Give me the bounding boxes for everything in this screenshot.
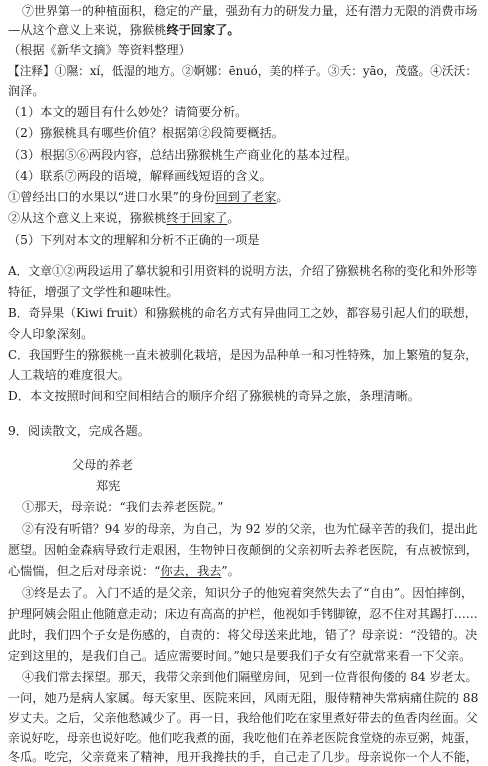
essay-paragraph-3-line-2: 护理阿姨会阻止他随意走动；床边有高高的护栏，他视如手铐脚镣，忍不住对其踢打…… (8, 607, 478, 621)
underlined-phrase: 回到了老家 (215, 190, 277, 204)
option-a-line-2: 特征，增强了文学性和趣味性。 (8, 285, 179, 299)
essay-paragraph-2-line-1: ②有没有听错？94 岁的母亲，为自己，为 92 岁的父亲，也为忙碌辛苦的我们，提出此 (22, 522, 478, 536)
paragraph-7-line-2: —从这个意义上来说，猕猴桃终于回家了。 (8, 23, 240, 37)
question-2: （2）猕猴桃具有哪些价值？根据第②段简要概括。 (8, 126, 284, 140)
question-4-item-2: ②从这个意义上来说，猕猴桃终于回家了。 (8, 211, 240, 225)
option-a-line-1: A．文章①②两段运用了摹状貌和引用资料的说明方法，介绍了猕猴桃名称的变化和外形等 (8, 264, 478, 278)
question-5: （5）下列对本文的理解和分析不正确的一项是 (8, 233, 260, 247)
essay-paragraph-3-line-3: 此时，我们四个子女是伤感的，自责的：将父母送来此地，错了？母亲说：“没错的。决 (8, 628, 478, 642)
question-4-item-1: ①曾经出口的水果以“进口水果”的身份回到了老家。 (8, 190, 289, 204)
essay-paragraph-2-line-3: 心惴惴，但之后对母亲说：“你去，我去”。 (8, 564, 240, 578)
essay-paragraph-4-line-2: 一问，她乃是病人家属。每天家里、医院来回，风雨无阻，服侍精神失常病痛住院的 88 (8, 691, 479, 705)
option-c-line-2: 人工栽培的难度很大。 (8, 368, 130, 382)
essay-paragraph-4-line-4: 亲说好吃，母亲也说好吃。他们吃我煮的面，我吃他们在养老医院食堂烧的赤豆粥，炖蛋， (8, 731, 477, 745)
underlined-phrase: 你去，我去 (160, 564, 222, 578)
question-4: （4）联系⑦两段的语境，解释画线短语的含义。 (8, 169, 272, 183)
question-3: （3）根据⑤⑥两段内容，总结出猕猴桃生产商业化的基本过程。 (8, 148, 358, 162)
essay-paragraph-3-line-1: ③终是去了。入门不适的是父亲，知识分子的他宛着突然失去了“自由”。因怕摔倒， (22, 586, 474, 600)
essay-paragraph-1: ①那天，母亲说：“我们去养老医院。” (22, 500, 224, 514)
question-1: （1）本文的题目有什么妙处？请简要分析。 (8, 105, 248, 119)
option-b-line-1: B．奇异果（Kiwi fruit）和猕猴桃的命名方式有异曲同工之妙，都容易引起人们的联想， (8, 306, 477, 320)
source-note: （根据《新华文摘》等资料整理） (8, 43, 191, 57)
question-9-heading: 9．阅读散文，完成各题。 (8, 424, 150, 438)
essay-paragraph-3-line-4: 定到这里的，是我们自己。适应需要时间。”她只是要我们子女有空就常来看一下父亲。 (8, 649, 472, 663)
essay-paragraph-2-line-2: 愿望。因帕金森病导致行走艰困，生物钟日夜颠倒的父亲初听去养老医院，有点被惊到， (8, 543, 478, 557)
annotation-line-1: 【注释】①隰：xí，低湿的地方。②婀娜：ēnuó，美的样子。③夭：yāo，茂盛。④沃沃： (8, 64, 478, 78)
annotation-line-2: 润泽。 (8, 84, 45, 98)
essay-author: 郑宪 (96, 479, 121, 493)
essay-paragraph-4-line-3: 岁丈夫。之后，父亲他愁减少了。再一日，我给他们吃在家里煮好带去的鱼香肉丝面。父 (8, 711, 478, 725)
option-d-line-1: D．本文按照时间和空间相结合的顺序介绍了猕猴桃的奇异之旅，条理清晰。 (8, 389, 420, 403)
underlined-phrase: 终于回家了 (166, 211, 228, 225)
paragraph-7-line-1: ⑦世界第一的种植面积，稳定的产量，强劲有力的研发力量，还有潜力无限的消费市场 (22, 4, 478, 18)
emphasis-text: 终于回家了。 (166, 23, 240, 37)
essay-paragraph-4-line-5: 冬瓜。吃完，父亲竟来了精神，甩开我搀扶的手，自己走了几步。母亲说你一个人不能， (8, 750, 478, 764)
option-b-line-2: 令人印象深刻。 (8, 327, 94, 341)
option-c-line-1: C．我国野生的猕猴桃一直未被驯化栽培，是因为品种单一和习性特殊，加上繁殖的复杂， (8, 348, 478, 362)
essay-paragraph-4-line-1: ④我们常去探望。那天，我带父亲到他们隔壁房间，见到一位背很佝偻的 84 岁老太。 (22, 670, 478, 684)
essay-title: 父母的养老 (72, 458, 133, 472)
